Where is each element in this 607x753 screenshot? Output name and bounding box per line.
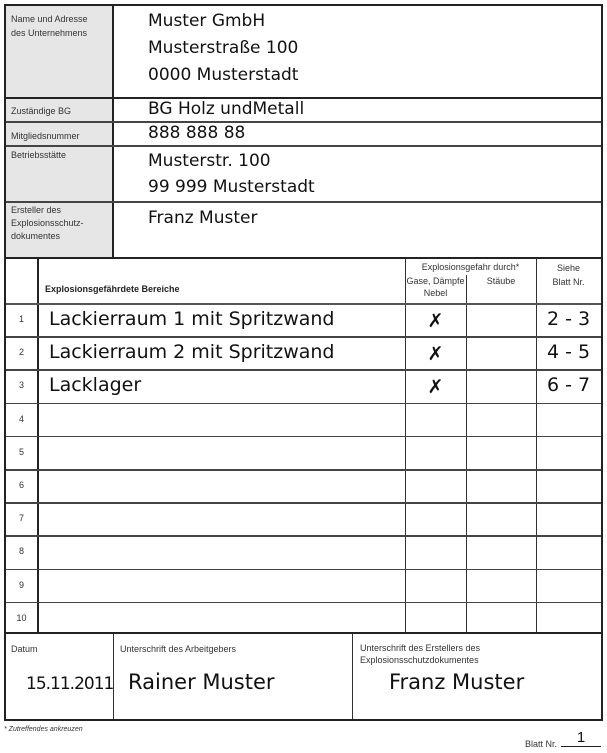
author-signature-label xyxy=(355,638,480,666)
site-street: Musterstr. 100 xyxy=(148,151,271,171)
site-city: 99 999 Musterstadt xyxy=(148,177,315,197)
header-sheet xyxy=(536,261,601,289)
table-row xyxy=(6,469,601,502)
header-gas xyxy=(405,275,466,299)
author-signature: Franz Muster xyxy=(389,670,525,694)
header-dust: Stäube xyxy=(486,276,516,286)
table-row xyxy=(6,569,601,602)
site-value xyxy=(148,148,315,200)
row-area: Lacklager xyxy=(49,374,142,397)
table-row xyxy=(6,303,601,336)
member-label: Mitgliedsnummer xyxy=(11,131,80,141)
signature-block xyxy=(4,632,603,721)
row-number: 8 xyxy=(18,546,24,557)
sheet-number-value: 1 xyxy=(561,729,601,747)
label-line: Ersteller des xyxy=(11,205,62,215)
label-line: Unterschrift des Erstellers des xyxy=(360,643,481,653)
label-line: Name und Adresse xyxy=(11,14,88,24)
header-gas-line: Nebel xyxy=(423,288,448,298)
label-line: Explosionsschutzdokumentes xyxy=(360,655,479,665)
row-number: 5 xyxy=(18,446,24,457)
header-areas: Explosionsgefährdete Bereiche xyxy=(45,284,180,294)
company-name: Muster GmbH xyxy=(148,11,266,31)
company-info-block xyxy=(4,4,603,259)
author-label xyxy=(6,200,112,243)
table-row xyxy=(6,602,601,635)
header-danger: Explosionsgefahr durch* xyxy=(421,262,520,272)
table-row xyxy=(6,502,601,535)
bg-value: BG Holz undMetall xyxy=(148,99,305,119)
row-sheet: 4 - 5 xyxy=(546,341,591,364)
author-value: Franz Muster xyxy=(148,208,258,228)
table-row xyxy=(6,535,601,568)
header-gas-line: Gase, Dämpfe xyxy=(406,276,465,286)
bg-label: Zuständige BG xyxy=(11,106,72,116)
name-address-value xyxy=(148,8,298,89)
table-row xyxy=(6,336,601,369)
label-line: dokumentes xyxy=(11,231,61,241)
table-row xyxy=(6,369,601,402)
row-sheet: 6 - 7 xyxy=(546,374,591,397)
row-number: 3 xyxy=(18,380,24,391)
row-area: Lackierraum 1 mit Spritzwand xyxy=(49,308,335,330)
row-gas-check: ✗ xyxy=(427,310,444,332)
company-city: 0000 Musterstadt xyxy=(148,65,299,85)
label-line: Explosionsschutz- xyxy=(11,218,84,228)
row-number: 7 xyxy=(18,513,24,524)
company-street: Musterstraße 100 xyxy=(148,38,299,58)
header-sheet-line: Siehe xyxy=(556,263,581,273)
date-value: 15.11.2011 xyxy=(26,674,114,694)
table-row xyxy=(6,436,601,469)
date-label: Datum xyxy=(11,644,38,654)
row-area: Lackierraum 2 mit Spritzwand xyxy=(49,341,335,364)
site-label: Betriebsstätte xyxy=(11,150,67,160)
row-gas-check: ✗ xyxy=(427,343,444,366)
row-number: 2 xyxy=(18,347,24,358)
row-number: 10 xyxy=(16,612,27,623)
row-number: 4 xyxy=(18,413,24,424)
row-number: 1 xyxy=(18,314,24,324)
hazard-areas-table xyxy=(4,257,603,634)
row-sheet: 2 - 3 xyxy=(546,308,591,330)
row-number: 9 xyxy=(18,579,24,590)
row-number: 6 xyxy=(18,480,24,490)
name-address-label xyxy=(6,8,112,40)
table-row xyxy=(6,403,601,436)
employer-label: Unterschrift des Arbeitgebers xyxy=(120,644,237,654)
employer-signature: Rainer Muster xyxy=(128,670,275,694)
label-line: des Unternehmens xyxy=(11,28,88,38)
header-sheet-line: Blatt Nr. xyxy=(552,277,585,287)
sheet-number-label: Blatt Nr. xyxy=(525,739,558,749)
row-gas-check: ✗ xyxy=(427,376,444,399)
member-value: 888 888 88 xyxy=(148,123,246,143)
footnote: * Zutreffendes ankreuzen xyxy=(4,726,83,733)
